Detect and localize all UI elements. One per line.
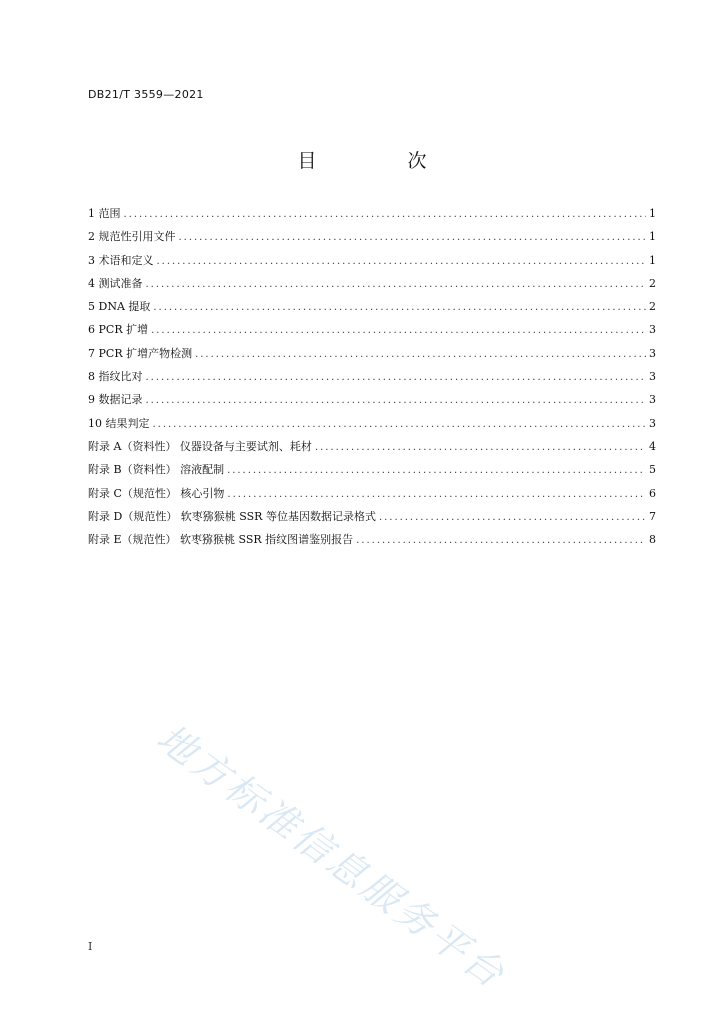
toc-page-number: 1 bbox=[649, 207, 656, 220]
toc-page-number: 2 bbox=[649, 276, 656, 290]
toc-dot-leader bbox=[315, 437, 646, 458]
toc-entry-label: 5 DNA 提取 bbox=[88, 300, 151, 314]
toc-page-number: 1 bbox=[649, 253, 656, 267]
toc-entry[interactable] bbox=[88, 251, 656, 274]
toc-entry[interactable] bbox=[88, 344, 656, 367]
toc-entry[interactable] bbox=[88, 414, 656, 437]
toc-dot-leader bbox=[227, 484, 646, 505]
toc-entry-label: 9 数据记录 bbox=[88, 393, 143, 407]
toc-entry-label: 3 术语和定义 bbox=[88, 253, 154, 267]
toc-page-number: 1 bbox=[649, 230, 656, 244]
toc-entry[interactable] bbox=[88, 390, 656, 413]
toc-page-number: 3 bbox=[649, 370, 656, 384]
toc-entry-label: 附录 C（规范性） 核心引物 bbox=[88, 486, 225, 500]
toc-entry-label: 10 结果判定 bbox=[88, 416, 150, 430]
toc-entry[interactable] bbox=[88, 484, 656, 507]
watermark: 地方标准信息服务平台 bbox=[148, 715, 515, 998]
toc-dot-leader bbox=[379, 507, 646, 528]
toc-entry-label: 4 测试准备 bbox=[88, 276, 143, 290]
toc-entry[interactable] bbox=[88, 437, 656, 460]
toc-page-number: 2 bbox=[649, 300, 656, 314]
toc-page-number: 6 bbox=[649, 486, 656, 500]
toc-dot-leader bbox=[124, 204, 647, 225]
toc-dot-leader bbox=[146, 390, 647, 411]
toc-dot-leader bbox=[151, 320, 646, 341]
toc-entry[interactable] bbox=[88, 297, 656, 320]
toc-page-number: 3 bbox=[649, 416, 656, 430]
toc-dot-leader bbox=[153, 414, 647, 435]
toc-dot-leader bbox=[153, 297, 646, 318]
toc-entry-label: 1 范围 bbox=[88, 207, 121, 220]
toc-entry-label: 附录 B（资料性） 溶液配制 bbox=[88, 463, 225, 477]
toc-entry-label: 7 PCR 扩增产物检测 bbox=[88, 346, 193, 360]
toc-entry-label: 6 PCR 扩增 bbox=[88, 323, 149, 337]
toc-page-number: 5 bbox=[649, 463, 656, 477]
page-number: I bbox=[88, 940, 93, 953]
toc-entry-label: 附录 A（资料性） 仪器设备与主要试剂、耗材 bbox=[88, 439, 312, 453]
toc-page-number: 4 bbox=[649, 439, 656, 453]
toc-entry-label: 附录 D（规范性） 软枣猕猴桃 SSR 等位基因数据记录格式 bbox=[88, 509, 376, 523]
toc-page-number: 8 bbox=[649, 533, 656, 547]
toc-dot-leader bbox=[227, 460, 646, 481]
table-of-contents bbox=[88, 204, 656, 553]
toc-entry[interactable] bbox=[88, 204, 656, 227]
toc-entry[interactable] bbox=[88, 274, 656, 297]
toc-entry-label: 8 指纹比对 bbox=[88, 370, 143, 384]
toc-entry[interactable] bbox=[88, 530, 656, 553]
toc-dot-leader bbox=[146, 367, 647, 388]
toc-entry-label: 2 规范性引用文件 bbox=[88, 230, 176, 244]
toc-dot-leader bbox=[146, 274, 647, 295]
toc-entry[interactable] bbox=[88, 227, 656, 250]
standard-code: DB21/T 3559—2021 bbox=[88, 88, 204, 101]
toc-dot-leader bbox=[195, 344, 646, 365]
toc-page-number: 3 bbox=[649, 346, 656, 360]
toc-entry[interactable] bbox=[88, 460, 656, 483]
toc-entry[interactable] bbox=[88, 320, 656, 343]
toc-dot-leader bbox=[356, 530, 646, 551]
toc-page-number: 7 bbox=[649, 509, 656, 523]
toc-entry[interactable] bbox=[88, 507, 656, 530]
toc-entry[interactable] bbox=[88, 367, 656, 390]
toc-dot-leader bbox=[179, 227, 647, 248]
toc-page-number: 3 bbox=[649, 323, 656, 337]
toc-page-number: 3 bbox=[649, 393, 656, 407]
toc-dot-leader bbox=[157, 251, 647, 272]
toc-entry-label: 附录 E（规范性） 软枣猕猴桃 SSR 指纹图谱鉴别报告 bbox=[88, 533, 354, 547]
page-title: 目 次 bbox=[297, 150, 463, 172]
